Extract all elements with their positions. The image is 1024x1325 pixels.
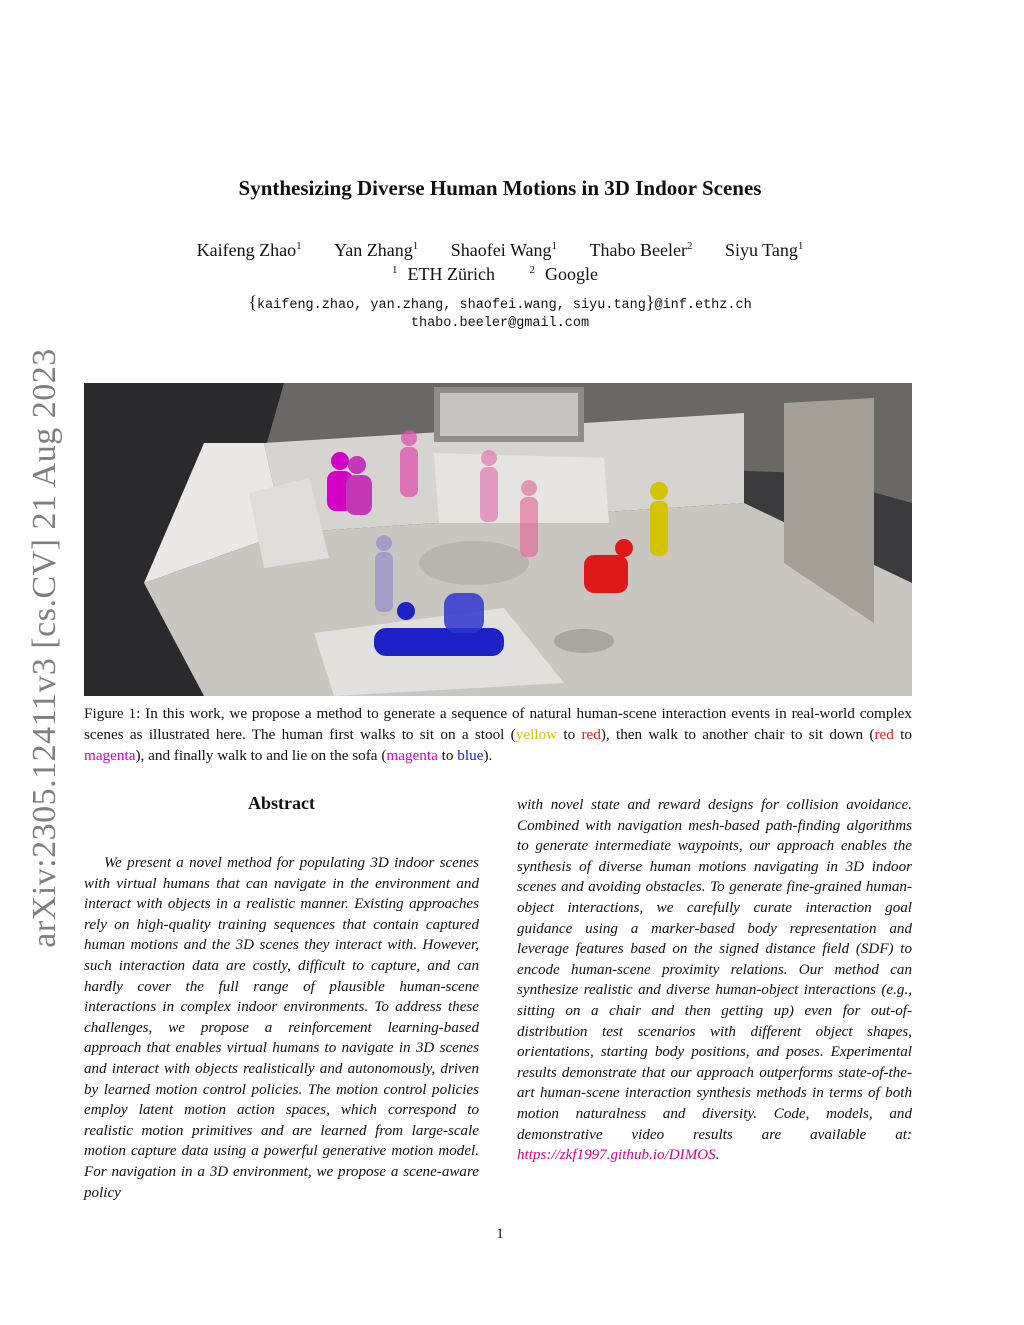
author-affiliation-mark: 1 [412, 240, 419, 252]
email-names: kaifeng.zhao, yan.zhang, shaofei.wang, siyu.tang [256, 298, 646, 313]
email-line [0, 292, 1000, 313]
author-affiliation-mark: 1 [797, 240, 804, 252]
author-name: Thabo Beeler [589, 240, 687, 260]
page-number: 1 [496, 1226, 504, 1242]
abstract-text: with novel state and reward designs for collision avoidance. Combined with navigation mesh-based path-finding algorithms to generate intermediate waypoints, our approach enables the synthesis of diverse human motions navigating in 3D indoor scenes and avoiding obstacles. To generate fine-grained human-object interactions, we carefully curate interaction goal guidance using a marker-based body representation and leverage features based on the signed distance field (SDF) to encode human-scene proximity relations. Our method can synthesize realistic and diverse human-object interactions (e.g., sitting on a chair and then getting up) even for out-of-distribution test scenarios with different object shapes, orientations, starting body positions, and poses. Experimental results demonstrate that our approach outperforms state-of-the-art human-scene interaction synthesis methods in terms of both motion naturalness and diversity. Code, models, and demonstrative video results are available at: [517, 797, 912, 1143]
author [589, 240, 692, 260]
author-name: Kaifeng Zhao [196, 240, 297, 260]
affiliation-name: ETH Zürich [407, 264, 495, 284]
email-brace-open: { [248, 292, 257, 312]
caption-text: to [557, 726, 582, 743]
abstract-text-left: We present a novel method for populating 3D indoor scenes with virtual humans that can navigate in the environment and interact with objects in a realistic manner. Existing approaches rely on high-quality training sequences that contain captured human motions and the 3D scenes they interact with. However, such interaction data are costly, difficult to capture, and can hardly cover the full range of plausible human-scene interactions in complex indoor environments. To address these challenges, we propose a reinforcement learning-based approach that enables virtual humans to navigate in 3D scenes and interact with objects realistically and autonomously, driven by learned motion control policies. The motion control policies employ latent motion action spaces, which correspond to realistic motion primitives and are learned from large-scale motion capture data using a powerful generative motion model. For navigation in a 3D environment, we propose a scene-aware policy [84, 855, 479, 1201]
caption-color-red: red [581, 726, 601, 743]
author [334, 240, 418, 260]
affiliation-mark: 2 [529, 264, 535, 276]
abstract-text-right [517, 795, 912, 1166]
author-name: Yan Zhang [334, 240, 413, 260]
scene-render [84, 383, 912, 696]
affiliation [529, 264, 608, 284]
author [725, 240, 803, 260]
caption-text: to [437, 747, 458, 764]
affiliation [392, 264, 505, 284]
email-line: thabo.beeler@gmail.com [410, 316, 590, 331]
author-list [0, 240, 1000, 261]
author [197, 240, 302, 260]
caption-color-red: red [874, 726, 894, 743]
author-affiliation-mark: 1 [551, 240, 557, 252]
abstract-heading: Abstract [248, 793, 315, 813]
abstract-text: . [715, 1147, 720, 1164]
caption-color-magenta: magenta [84, 747, 136, 764]
figure-caption [84, 703, 912, 766]
author-name: Siyu Tang [724, 240, 798, 260]
project-link[interactable]: https://zkf1997.github.io/DIMOS [517, 1147, 716, 1164]
affiliation-mark: 1 [392, 264, 398, 276]
author-name: Shaofei Wang [450, 240, 552, 260]
caption-color-blue: blue [457, 747, 484, 764]
affiliation-list [0, 264, 1000, 285]
caption-text: to [893, 726, 912, 743]
email-brace-close: } [645, 292, 655, 312]
author-affiliation-mark: 2 [686, 240, 693, 252]
caption-color-yellow: yellow [515, 726, 558, 743]
email-domain: @inf.ethz.ch [654, 298, 752, 313]
paper-title: Synthesizing Diverse Human Motions in 3D Indoor Scenes [238, 176, 762, 200]
affiliation-name: Google [544, 264, 598, 284]
caption-color-magenta: magenta [386, 747, 438, 764]
caption-text: ), and finally walk to and lie on the sofa ( [135, 747, 387, 764]
caption-text: Figure 1: In this work, we propose a method to generate a sequence of natural human-scene interaction events in real-world complex scenes as illustrated here. The human first walks to sit on a stool ( [84, 705, 912, 743]
author [451, 240, 557, 260]
caption-text: ). [483, 747, 493, 764]
caption-text: ), then walk to another chair to sit down ( [600, 726, 875, 743]
author-affiliation-mark: 1 [296, 240, 302, 252]
arxiv-stamp: arXiv:2305.12411v3 [cs.CV] 21 Aug 2023 [26, 348, 63, 948]
teaser-figure [84, 383, 912, 696]
